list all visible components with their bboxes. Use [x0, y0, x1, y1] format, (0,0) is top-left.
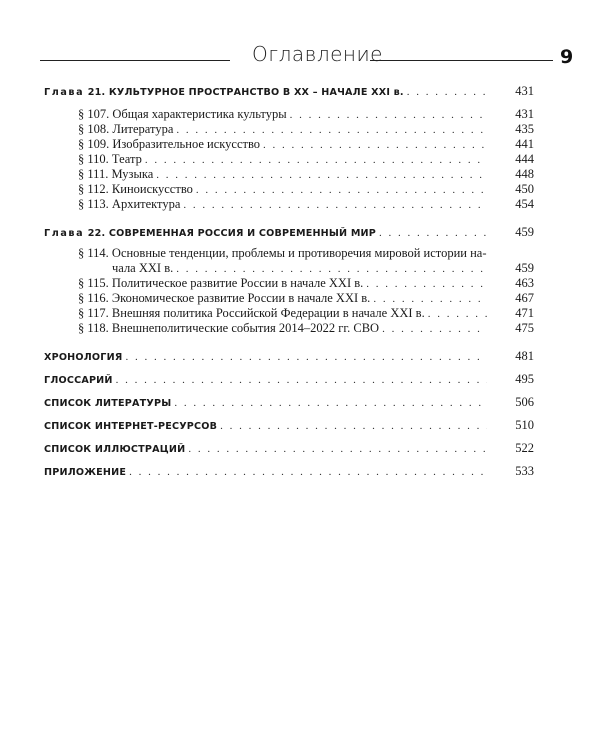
appendix-title: СПИСОК ЛИТЕРАТУРЫ	[44, 398, 172, 409]
section-title: § 107. Общая характеристика культуры	[78, 107, 287, 121]
page-ref: 510	[515, 418, 534, 432]
section-title: § 117. Внешняя политика Российской Федерации в начале XXI в.	[78, 306, 425, 320]
appendix-title: СПИСОК ИНТЕРНЕТ-РЕСУРСОВ	[44, 421, 218, 432]
leader-dots	[188, 443, 487, 455]
page-ref: 431	[515, 107, 534, 121]
toc-chapter-22[interactable]	[44, 225, 534, 239]
leader-dots	[220, 420, 487, 432]
toc-section-110[interactable]	[78, 152, 534, 166]
section-title: § 115. Политическое развитие России в начале XXI в.	[78, 276, 364, 290]
page-ref: 448	[515, 167, 534, 181]
leader-dots	[156, 169, 487, 181]
toc-section-108[interactable]	[78, 122, 534, 136]
page-ref: 471	[515, 306, 534, 320]
page-ref: 533	[515, 464, 534, 478]
toc-glossary[interactable]	[44, 372, 534, 386]
toc-section-114-line1[interactable]	[78, 246, 534, 261]
section-title: § 113. Архитектура	[78, 197, 181, 211]
page-header	[40, 42, 574, 72]
toc-illustrations[interactable]	[44, 441, 534, 455]
leader-dots	[196, 184, 487, 196]
page-ref: 522	[515, 441, 534, 455]
chapter-prefix: Глава	[44, 228, 85, 239]
leader-dots	[407, 86, 487, 98]
section-title: § 118. Внешнеполитические события 2014–2022 гг. СВО	[78, 321, 380, 335]
toc-section-112[interactable]	[78, 182, 534, 196]
chapter-prefix: Глава	[44, 87, 85, 98]
leader-dots	[428, 308, 487, 320]
page-number: 9	[560, 46, 574, 68]
leader-dots	[129, 466, 487, 478]
page-title: Оглавление	[252, 42, 383, 66]
leader-dots	[382, 323, 487, 335]
section-title: § 108. Литература	[78, 122, 174, 136]
toc-section-113[interactable]	[78, 197, 534, 211]
toc-section-118[interactable]	[78, 321, 534, 335]
appendix-title: ХРОНОЛОГИЯ	[44, 352, 123, 363]
leader-dots	[116, 374, 487, 386]
leader-dots	[379, 227, 487, 239]
section-title: § 110. Театр	[78, 152, 142, 166]
chapter-title	[44, 87, 404, 98]
header-rule-left	[40, 60, 230, 61]
page-ref: 463	[515, 276, 534, 290]
toc-section-111[interactable]	[78, 167, 534, 181]
leader-dots	[174, 397, 487, 409]
section-title: § 116. Экономическое развитие России в начале XXI в.	[78, 291, 371, 305]
page-ref: 444	[515, 152, 534, 166]
page-ref: 441	[515, 137, 534, 151]
toc-section-114[interactable]	[78, 261, 534, 275]
toc-section-109[interactable]	[78, 137, 534, 151]
leader-dots	[366, 278, 487, 290]
page-ref: 459	[515, 261, 534, 275]
chapter-name: 22. СОВРЕМЕННАЯ РОССИЯ И СОВРЕМЕННЫЙ МИР	[87, 228, 377, 239]
leader-dots	[263, 139, 487, 151]
page-ref: 435	[515, 122, 534, 136]
page-ref: 459	[515, 225, 534, 239]
page-ref: 431	[515, 84, 534, 98]
chapter-title	[44, 228, 376, 239]
section-title: § 109. Изобразительное искусство	[78, 137, 261, 151]
toc-internet-resources[interactable]	[44, 418, 534, 432]
leader-dots	[145, 154, 487, 166]
section-title-line1: § 114. Основные тенденции, проблемы и противоречия мировой истории на-	[78, 246, 487, 260]
page-ref: 495	[515, 372, 534, 386]
toc-section-116[interactable]	[78, 291, 534, 305]
page-ref: 454	[515, 197, 534, 211]
toc-section-117[interactable]	[78, 306, 534, 320]
appendix-title: ПРИЛОЖЕНИЕ	[44, 467, 127, 478]
header-rule-right	[370, 60, 553, 61]
leader-dots	[125, 351, 487, 363]
leader-dots	[176, 124, 487, 136]
leader-dots	[290, 109, 487, 121]
toc-chapter-21[interactable]	[44, 84, 534, 98]
leader-dots	[176, 263, 487, 275]
appendix-title: СПИСОК ИЛЛЮСТРАЦИЙ	[44, 444, 186, 455]
section-title: чала XXI в.	[112, 261, 174, 275]
page-ref: 475	[515, 321, 534, 335]
page-ref: 467	[515, 291, 534, 305]
toc-bibliography[interactable]	[44, 395, 534, 409]
appendix-title: ГЛОССАРИЙ	[44, 375, 113, 386]
chapter-name: 21. КУЛЬТУРНОЕ ПРОСТРАНСТВО В XX – НАЧАЛЕ XXI в.	[87, 87, 404, 98]
section-title: § 112. Киноискусство	[78, 182, 193, 196]
page-ref: 481	[515, 349, 534, 363]
toc-section-115[interactable]	[78, 276, 534, 290]
section-title: § 111. Музыка	[78, 167, 154, 181]
toc-appendix[interactable]	[44, 464, 534, 478]
page-ref: 450	[515, 182, 534, 196]
leader-dots	[183, 199, 487, 211]
leader-dots	[373, 293, 487, 305]
toc-section-107[interactable]	[78, 107, 534, 121]
page-ref: 506	[515, 395, 534, 409]
toc-chronology[interactable]	[44, 349, 534, 363]
